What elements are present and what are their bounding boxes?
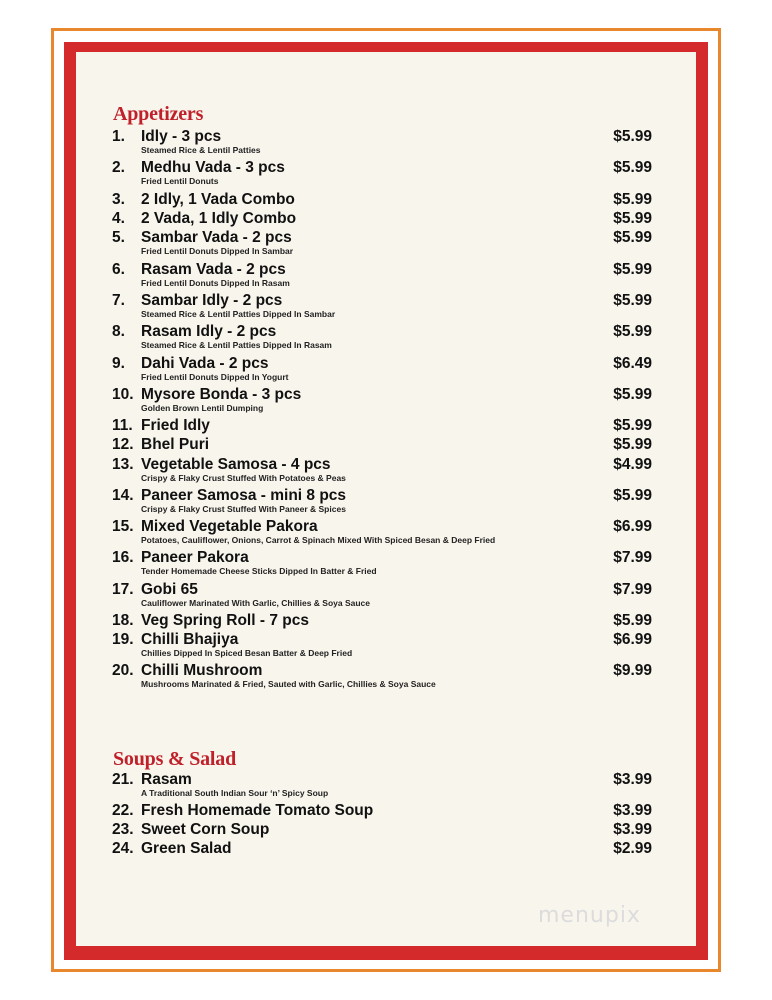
item-number: 8.	[112, 323, 125, 340]
item-price: $5.99	[613, 386, 652, 403]
menu-item-row	[112, 840, 652, 859]
item-description: A Traditional South Indian Sour ‘n’ Spicy Soup	[141, 788, 329, 798]
item-price: $5.99	[613, 210, 652, 227]
item-name: Chilli Bhajiya	[141, 631, 239, 648]
item-name: Sambar Idly - 2 pcs	[141, 292, 283, 309]
menu-item	[112, 159, 652, 186]
menu-item	[112, 323, 652, 350]
item-price: $5.99	[613, 417, 652, 434]
menu-item	[112, 802, 652, 821]
item-number: 12.	[112, 436, 134, 453]
menu-item	[112, 128, 652, 155]
menu-item	[112, 417, 652, 436]
item-number: 23.	[112, 821, 134, 838]
item-name: Chilli Mushroom	[141, 662, 263, 679]
item-price: $7.99	[613, 581, 652, 598]
item-price: $3.99	[613, 821, 652, 838]
item-name: Dahi Vada - 2 pcs	[141, 355, 269, 372]
item-number: 3.	[112, 191, 125, 208]
item-description: Crispy & Flaky Crust Stuffed With Paneer & Spices	[141, 504, 346, 514]
menu-item	[112, 821, 652, 840]
menu-item	[112, 261, 652, 288]
menu-item	[112, 549, 652, 576]
item-name: Sweet Corn Soup	[141, 821, 270, 838]
item-number: 22.	[112, 802, 134, 819]
menu-item-row	[112, 436, 652, 455]
menu-item	[112, 456, 652, 483]
item-number: 5.	[112, 229, 125, 246]
item-number: 14.	[112, 487, 134, 504]
item-number: 7.	[112, 292, 125, 309]
item-name: Medhu Vada - 3 pcs	[141, 159, 285, 176]
item-number: 16.	[112, 549, 134, 566]
menu-item-row	[112, 417, 652, 436]
item-price: $5.99	[613, 261, 652, 278]
item-name: Idly - 3 pcs	[141, 128, 222, 145]
menu-item	[112, 840, 652, 859]
item-number: 13.	[112, 456, 134, 473]
item-description: Fried Lentil Donuts Dipped In Sambar	[141, 246, 294, 256]
item-number: 21.	[112, 771, 134, 788]
item-name: Rasam	[141, 771, 192, 788]
item-description: Cauliflower Marinated With Garlic, Chillies & Soya Sauce	[141, 598, 371, 608]
item-number: 24.	[112, 840, 134, 857]
item-number: 6.	[112, 261, 125, 278]
item-price: $5.99	[613, 159, 652, 176]
item-price: $5.99	[613, 612, 652, 629]
menu-item	[112, 386, 652, 413]
item-name: Vegetable Samosa - 4 pcs	[141, 456, 331, 473]
item-description: Crispy & Flaky Crust Stuffed With Potatoes & Peas	[141, 473, 346, 483]
menu-item-row	[112, 210, 652, 229]
item-price: $5.99	[613, 128, 652, 145]
item-price: $3.99	[613, 771, 652, 788]
menu-item	[112, 436, 652, 455]
item-description: Potatoes, Cauliflower, Onions, Carrot & Spinach Mixed With Spiced Besan & Deep Fried	[141, 535, 496, 545]
menu-item	[112, 771, 652, 798]
item-number: 11.	[112, 417, 133, 434]
item-price: $5.99	[613, 229, 652, 246]
item-name: Paneer Pakora	[141, 549, 249, 566]
menu-item	[112, 229, 652, 256]
item-number: 15.	[112, 518, 134, 535]
item-price: $6.49	[613, 355, 652, 372]
menu-item	[112, 210, 652, 229]
item-description: Mushrooms Marinated & Fried, Sauted with Garlic, Chillies & Soya Sauce	[141, 679, 436, 689]
item-number: 19.	[112, 631, 134, 648]
menu-item	[112, 487, 652, 514]
item-price: $9.99	[613, 662, 652, 679]
item-name: Paneer Samosa - mini 8 pcs	[141, 487, 347, 504]
menu-item	[112, 518, 652, 545]
menu-item-row	[112, 612, 652, 631]
item-price: $6.99	[613, 518, 652, 535]
item-name: Bhel Puri	[141, 436, 210, 453]
item-price: $7.99	[613, 549, 652, 566]
item-name: 2 Vada, 1 Idly Combo	[141, 210, 297, 227]
item-number: 18.	[112, 612, 134, 629]
menu-item	[112, 631, 652, 658]
item-price: $6.99	[613, 631, 652, 648]
item-name: Rasam Vada - 2 pcs	[141, 261, 286, 278]
item-description: Fried Lentil Donuts Dipped In Yogurt	[141, 372, 289, 382]
item-description: Steamed Rice & Lentil Patties	[141, 145, 261, 155]
item-name: Mysore Bonda - 3 pcs	[141, 386, 302, 403]
menu-item	[112, 662, 652, 689]
menupix-watermark: menupix	[538, 903, 641, 928]
item-description: Steamed Rice & Lentil Patties Dipped In Rasam	[141, 340, 332, 350]
item-description: Steamed Rice & Lentil Patties Dipped In Sambar	[141, 309, 336, 319]
menu-item	[112, 612, 652, 631]
item-price: $3.99	[613, 802, 652, 819]
menu-item	[112, 355, 652, 382]
item-name: Fresh Homemade Tomato Soup	[141, 802, 374, 819]
item-name: Green Salad	[141, 840, 232, 857]
item-price: $5.99	[613, 487, 652, 504]
soups-heading: Soups & Salad	[113, 748, 237, 770]
item-description: Fried Lentil Donuts	[141, 176, 219, 186]
menu-item-row	[112, 821, 652, 840]
menu-item	[112, 581, 652, 608]
item-price: $5.99	[613, 323, 652, 340]
item-name: Veg Spring Roll - 7 pcs	[141, 612, 309, 629]
item-name: 2 Idly, 1 Vada Combo	[141, 191, 295, 208]
item-description: Fried Lentil Donuts Dipped In Rasam	[141, 278, 290, 288]
item-description: Golden Brown Lentil Dumping	[141, 403, 264, 413]
item-number: 20.	[112, 662, 134, 679]
item-price: $4.99	[613, 456, 652, 473]
item-number: 9.	[112, 355, 125, 372]
item-number: 4.	[112, 210, 125, 227]
item-name: Gobi 65	[141, 581, 198, 598]
item-price: $2.99	[613, 840, 652, 857]
item-name: Mixed Vegetable Pakora	[141, 518, 318, 535]
item-price: $5.99	[613, 292, 652, 309]
item-name: Rasam Idly - 2 pcs	[141, 323, 277, 340]
item-number: 17.	[112, 581, 134, 598]
item-price: $5.99	[613, 191, 652, 208]
item-description: Tender Homemade Cheese Sticks Dipped In Batter & Fried	[141, 566, 377, 576]
item-number: 1.	[112, 128, 125, 145]
menu-item	[112, 292, 652, 319]
item-name: Sambar Vada - 2 pcs	[141, 229, 292, 246]
menu-item-row	[112, 191, 652, 210]
item-price: $5.99	[613, 436, 652, 453]
item-name: Fried Idly	[141, 417, 210, 434]
item-number: 2.	[112, 159, 125, 176]
appetizers-heading: Appetizers	[113, 103, 204, 125]
menu-item	[112, 191, 652, 210]
item-description: Chillies Dipped In Spiced Besan Batter & Deep Fried	[141, 648, 353, 658]
item-number: 10.	[112, 386, 134, 403]
menu-item-row	[112, 802, 652, 821]
